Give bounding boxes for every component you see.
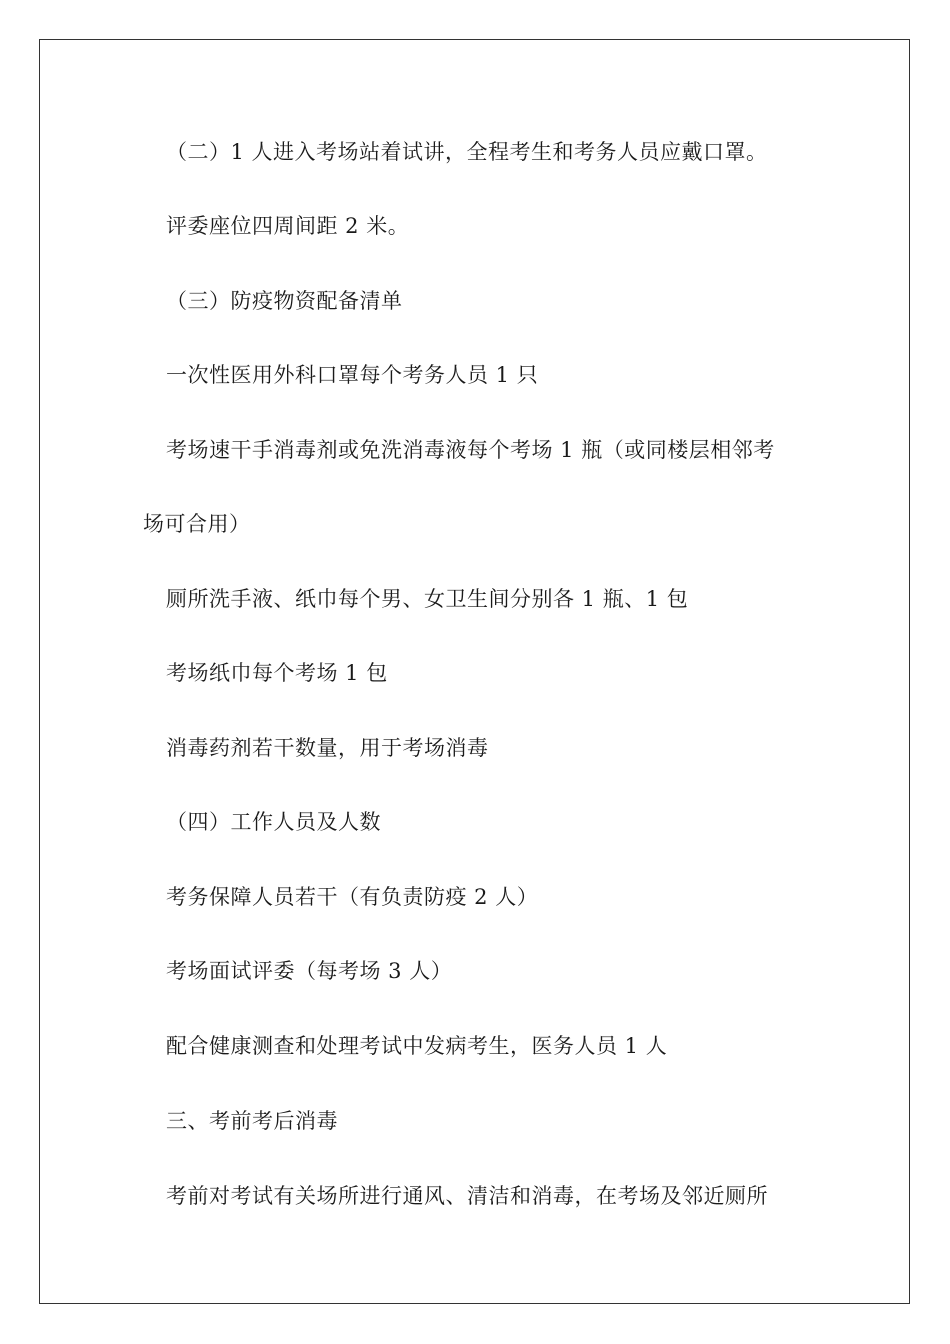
section-heading: （三）防疫物资配备清单	[166, 289, 403, 313]
paragraph-line: 考场纸巾每个考场 1 包	[166, 661, 388, 685]
paragraph-line: 一次性医用外科口罩每个考务人员 1 只	[166, 363, 539, 387]
section-heading: （四）工作人员及人数	[166, 810, 381, 834]
paragraph-line: （二）1 人进入考场站着试讲，全程考生和考务人员应戴口罩。	[166, 140, 768, 164]
paragraph-line: 考场面试评委（每考场 3 人）	[166, 959, 453, 983]
paragraph-line: 评委座位四周间距 2 米。	[166, 214, 410, 238]
paragraph-line: 配合健康测查和处理考试中发病考生，医务人员 1 人	[166, 1034, 668, 1058]
paragraph-line: 厕所洗手液、纸巾每个男、女卫生间分别各 1 瓶、1 包	[166, 587, 689, 611]
paragraph-line: 考务保障人员若干（有负责防疫 2 人）	[166, 885, 539, 909]
paragraph-line: 考场速干手消毒剂或免洗消毒液每个考场 1 瓶（或同楼层相邻考	[166, 438, 775, 462]
paragraph-line: 消毒药剂若干数量，用于考场消毒	[166, 736, 489, 760]
paragraph-line: 考前对考试有关场所进行通风、清洁和消毒，在考场及邻近厕所	[166, 1184, 768, 1208]
section-heading: 三、考前考后消毒	[166, 1109, 338, 1133]
paragraph-line-continuation: 场可合用）	[143, 512, 251, 536]
